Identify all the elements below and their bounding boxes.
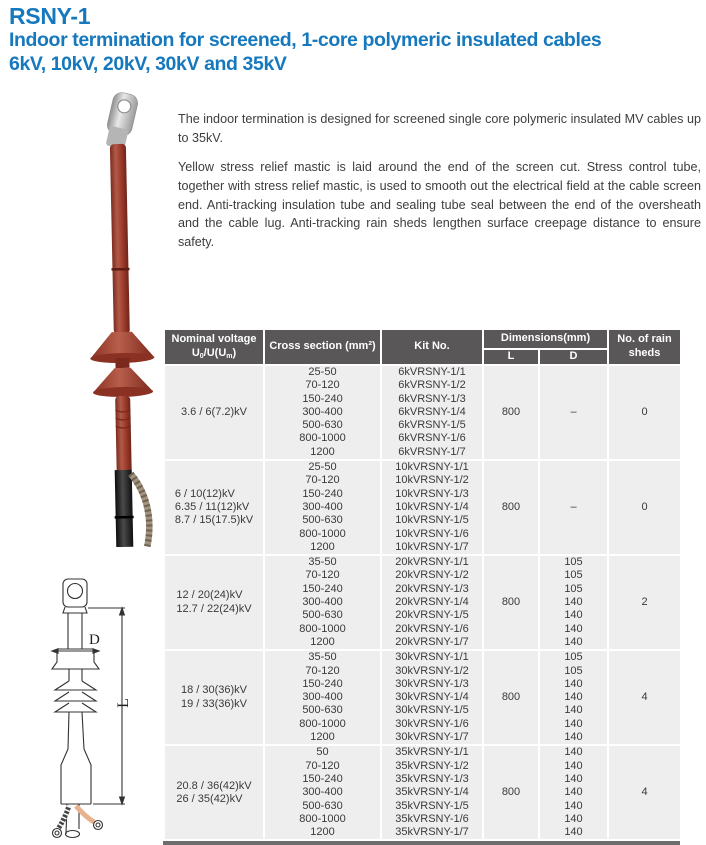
cell-line: 500-630	[302, 609, 343, 622]
cell-line: 1200	[310, 445, 335, 458]
page-title-line1: Indoor termination for screened, 1-core polymeric insulated cables	[9, 29, 602, 52]
description-para2: Yellow stress relief mastic is laid around the end of the screen cut. Stress control tube, together with stress relief mastic, is used to smooth out the electrical field at the cable screen end. Anti-tracking insulation tube and sealing tube seal between the end of the oversheath and the cable lug. Anti-tracking rain sheds lengthen surface creepage distance to ensure safety.	[178, 160, 701, 249]
cell-line: 26 / 35(42)kV	[176, 792, 243, 805]
description-para1: The indoor termination is designed for screened single core polymeric insulated MV cables up to 35kV.	[178, 112, 701, 145]
rain-sheds-cell	[608, 745, 681, 840]
cell-line: 6kVRSNY-1/2	[398, 379, 466, 392]
cell-line: 35kVRSNY-1/3	[395, 772, 469, 785]
cell-line: 6kVRSNY-1/4	[398, 405, 466, 418]
cell-line: 140	[564, 826, 583, 839]
cable-lug	[103, 92, 140, 150]
kit-no-cell	[381, 650, 483, 745]
dim-l-cell	[483, 460, 539, 555]
cell-line: 6kVRSNY-1/5	[398, 419, 466, 432]
cell-line: 35kVRSNY-1/2	[395, 759, 469, 772]
cell-line: 140	[564, 746, 583, 759]
title-block	[9, 4, 699, 77]
kit-no-cell	[381, 460, 483, 555]
cell-line: 12 / 20(24)kV	[176, 589, 243, 602]
cell-line: 30kVRSNY-1/6	[395, 717, 469, 730]
cell-line: 1200	[310, 826, 335, 839]
dim-d-label: D	[89, 632, 100, 648]
dim-l-cell	[483, 555, 539, 650]
cell-line: 20kVRSNY-1/6	[395, 622, 469, 635]
voltage-cell	[164, 745, 264, 840]
cell-line: 300-400	[302, 596, 343, 609]
col-header-nominal-voltage	[164, 329, 264, 365]
table-row	[164, 365, 681, 460]
cell-line: 20kVRSNY-1/7	[395, 635, 469, 648]
dim-l-cell	[483, 745, 539, 840]
kit-no-cell	[381, 365, 483, 460]
cell-line: 140	[564, 812, 583, 825]
cell-line: 30kVRSNY-1/2	[395, 664, 469, 677]
cell-line: 19 / 33(36)kV	[180, 697, 248, 710]
cell-line: 800-1000	[299, 432, 346, 445]
cell-line: 70-120	[305, 474, 340, 487]
table-row	[164, 745, 681, 840]
voltage-cell	[164, 555, 264, 650]
cell-line: 140	[564, 759, 583, 772]
cell-line: 70-120	[305, 664, 340, 677]
dim-l-cell	[483, 650, 539, 745]
cell-line: 25-50	[308, 461, 337, 474]
cell-line: 6 / 10(12)kV	[174, 487, 235, 500]
cell-line: 10kVRSNY-1/5	[395, 514, 469, 527]
product-code: RSNY-1	[9, 3, 91, 29]
termination-diagram	[8, 553, 160, 840]
nominal-voltage-label: Nominal voltage	[171, 332, 257, 345]
cell-line: 140	[564, 622, 583, 635]
cell-line: 0	[641, 405, 648, 418]
voltage-cell	[164, 460, 264, 555]
cell-line: 300-400	[302, 500, 343, 513]
cell-line: –	[570, 500, 577, 513]
cell-line: 300-400	[302, 405, 343, 418]
cell-line: 20.8 / 36(42)kV	[176, 779, 252, 792]
dim-l-label: L	[115, 698, 132, 708]
cell-line: 6kVRSNY-1/7	[398, 445, 466, 458]
cell-line: 140	[564, 704, 583, 717]
cell-line: 140	[564, 596, 583, 609]
cell-line: 800	[501, 500, 521, 513]
cell-line: 140	[564, 799, 583, 812]
cell-line: 70-120	[305, 759, 340, 772]
cell-line: 105	[564, 664, 583, 677]
cell-line: 3.6 / 6(7.2)kV	[180, 405, 248, 418]
cell-line: 10kVRSNY-1/3	[395, 487, 469, 500]
cell-line: 6kVRSNY-1/6	[398, 432, 466, 445]
cell-line: 800-1000	[299, 717, 346, 730]
col-header-kit-no: Kit No.	[381, 329, 483, 365]
dim-d-cell	[539, 460, 608, 555]
col-header-dimensions: Dimensions(mm)	[483, 329, 608, 349]
table-body	[164, 365, 681, 840]
cell-line: 500-630	[302, 419, 343, 432]
cell-line: 6.35 / 11(12)kV	[174, 500, 250, 513]
kit-no-cell	[381, 745, 483, 840]
cross-section-cell	[264, 365, 381, 460]
cell-line: 150-240	[302, 772, 343, 785]
cell-line: 10kVRSNY-1/1	[395, 461, 469, 474]
cell-line: 1200	[310, 731, 335, 744]
cell-line: 150-240	[302, 677, 343, 690]
cell-line: 20kVRSNY-1/3	[395, 582, 469, 595]
cell-line: 140	[564, 677, 583, 690]
col-header-cross-section: Cross section (mm²)	[264, 329, 381, 365]
rain-sheds-cell	[608, 460, 681, 555]
cell-line: 140	[564, 635, 583, 648]
dim-d-cell	[539, 555, 608, 650]
termination-photo	[20, 92, 160, 547]
cell-line: 10kVRSNY-1/2	[395, 474, 469, 487]
cell-line: 35-50	[308, 556, 337, 569]
cell-line: 140	[564, 772, 583, 785]
col-header-rain-sheds: No. of rain sheds	[608, 329, 681, 365]
cell-line: 6kVRSNY-1/3	[398, 392, 466, 405]
cell-line: 500-630	[302, 514, 343, 527]
cell-line: 10kVRSNY-1/6	[395, 527, 469, 540]
cross-section-cell	[264, 745, 381, 840]
cell-line: 35kVRSNY-1/1	[395, 746, 469, 759]
cell-line: 1200	[310, 540, 335, 553]
cell-line: 8.7 / 15(17.5)kV	[174, 514, 254, 527]
cell-line: 105	[564, 651, 583, 664]
cell-line: 70-120	[305, 379, 340, 392]
cell-line: 35kVRSNY-1/4	[395, 786, 469, 799]
cell-line: 35-50	[308, 651, 337, 664]
cell-line: 70-120	[305, 569, 340, 582]
cell-line: 800	[501, 405, 521, 418]
cell-line: 140	[564, 786, 583, 799]
cell-line: 800	[501, 786, 521, 799]
table-bottom-bar	[163, 841, 680, 845]
cell-line: 500-630	[302, 799, 343, 812]
cell-line: 800-1000	[299, 527, 346, 540]
cross-section-cell	[264, 650, 381, 745]
cell-line: 140	[564, 717, 583, 730]
col-header-dim-d: D	[539, 349, 608, 365]
rain-sheds-cell	[608, 365, 681, 460]
dim-d-cell	[539, 365, 608, 460]
description	[178, 110, 701, 262]
kit-no-cell	[381, 555, 483, 650]
cell-line: 300-400	[302, 691, 343, 704]
table-row	[164, 650, 681, 745]
cell-line: 25-50	[308, 366, 337, 378]
cell-line: 10kVRSNY-1/7	[395, 540, 469, 553]
cell-line: 150-240	[302, 582, 343, 595]
cell-line: 500-630	[302, 704, 343, 717]
cell-line: –	[570, 405, 577, 418]
voltage-cell	[164, 365, 264, 460]
cell-line: 4	[641, 691, 648, 704]
cell-line: 30kVRSNY-1/1	[395, 651, 469, 664]
cell-line: 800	[501, 596, 521, 609]
cell-line: 105	[564, 569, 583, 582]
cell-line: 140	[564, 731, 583, 744]
cell-line: 300-400	[302, 786, 343, 799]
spec-table	[163, 328, 680, 845]
table-row	[164, 555, 681, 650]
voltage-header-sub: $U_0/U(U_m)$	[191, 346, 237, 360]
cell-line: 35kVRSNY-1/5	[395, 799, 469, 812]
cell-line: 140	[564, 609, 583, 622]
cell-line: 30kVRSNY-1/7	[395, 731, 469, 744]
cell-line: 50	[316, 746, 329, 759]
cell-line: 35kVRSNY-1/7	[395, 826, 469, 839]
cell-line: 2	[641, 596, 648, 609]
voltage-cell	[164, 650, 264, 745]
rain-sheds-cell	[608, 555, 681, 650]
cell-line: 35kVRSNY-1/6	[395, 812, 469, 825]
cell-line: 20kVRSNY-1/2	[395, 569, 469, 582]
table-row	[164, 460, 681, 555]
page-title-line2: 6kV, 10kV, 20kV, 30kV and 35kV	[9, 53, 287, 76]
cell-line: 150-240	[302, 487, 343, 500]
cell-line: 105	[564, 582, 583, 595]
cell-line: 6kVRSNY-1/1	[398, 366, 466, 378]
cell-line: 800-1000	[299, 622, 346, 635]
rain-sheds-cell	[608, 650, 681, 745]
cell-line: 12.7 / 22(24)kV	[176, 602, 252, 615]
cell-line: 20kVRSNY-1/4	[395, 596, 469, 609]
cell-line: 800	[501, 691, 521, 704]
cell-line: 20kVRSNY-1/5	[395, 609, 469, 622]
cell-line: 0	[641, 500, 648, 513]
cross-section-cell	[264, 460, 381, 555]
cell-line: 140	[564, 691, 583, 704]
dim-l-cell	[483, 365, 539, 460]
cell-line: 800-1000	[299, 812, 346, 825]
dim-d-cell	[539, 745, 608, 840]
cell-line: 30kVRSNY-1/5	[395, 704, 469, 717]
cell-line: 18 / 30(36)kV	[180, 684, 248, 697]
cell-line: 150-240	[302, 392, 343, 405]
cell-line: 4	[641, 786, 648, 799]
dim-d-cell	[539, 650, 608, 745]
cross-section-cell	[264, 555, 381, 650]
cell-line: 30kVRSNY-1/3	[395, 677, 469, 690]
cell-line: 1200	[310, 635, 335, 648]
cell-line: 20kVRSNY-1/1	[395, 556, 469, 569]
cell-line: 10kVRSNY-1/4	[395, 500, 469, 513]
cell-line: 105	[564, 556, 583, 569]
col-header-dim-l: L	[483, 349, 539, 365]
table-header	[164, 329, 681, 365]
cell-line: 30kVRSNY-1/4	[395, 691, 469, 704]
